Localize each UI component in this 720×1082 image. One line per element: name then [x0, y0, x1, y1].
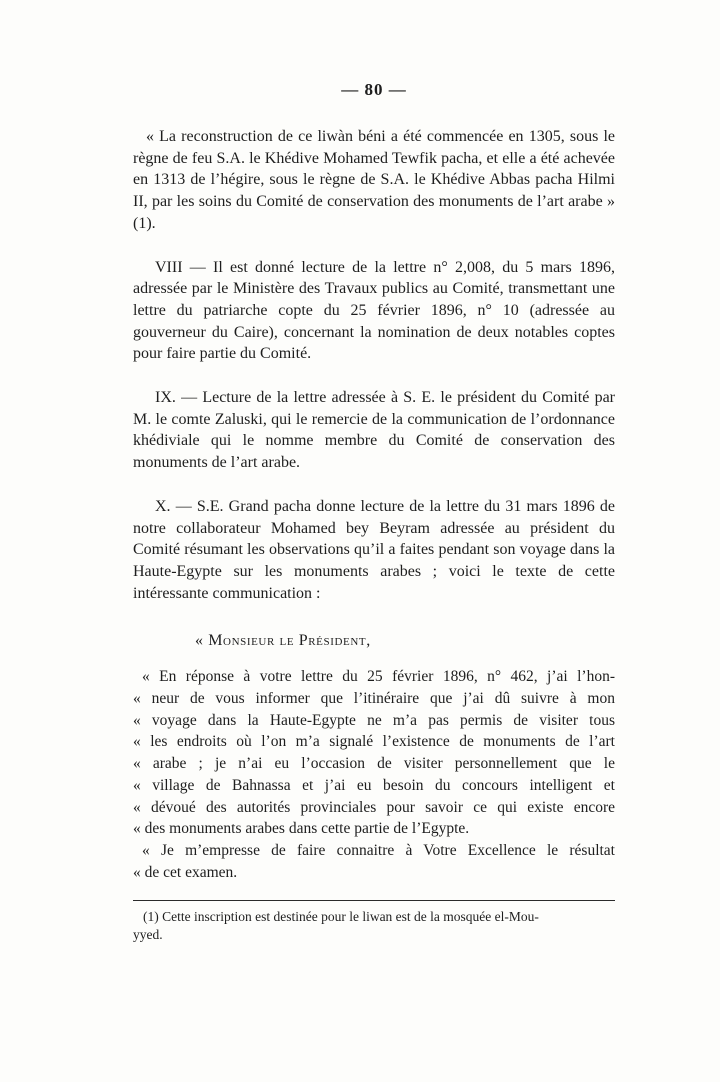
footnote-line: yyed.	[133, 926, 163, 942]
footnote-line: (1) Cette inscription est destinée pour le liwan est de la mosquée el-Mou-	[143, 909, 539, 925]
page-number: — 80 —	[341, 80, 407, 99]
letter-salutation: « Monsieur le Président,	[195, 632, 371, 650]
letter-line: « neur de vous informer que l’itinéraire que j’ai dû suivre à mon	[133, 690, 615, 708]
letter-line: « de cet examen.	[133, 863, 238, 881]
paragraph-item-x: X. — S.E. Grand pacha donne lecture de la lettre du 31 mars 1896 de notre collaborateur Mohamed bey Beyram adressée au président du Comité résumant les observations qu’il a faites pendant son voyage dans la Haute-Egypte sur les monuments arabes ; voici le texte de cette intéressante communication :	[133, 497, 615, 602]
paragraph-inscription-quote: « La reconstruction de ce liwàn béni a été commencée en 1305, sous le règne de feu S.A. le Khédive Mohamed Tewfik pacha, et elle a été achevée en 1313 de l’hégire, sous le règne de S.A. le Khédive Abbas pacha Hilmi II, par les soins du Comité de conservation des monuments de l’art arabe » (1).	[133, 128, 615, 232]
letter-line: « dévoué des autorités provinciales pour savoir ce qui existe encore	[133, 798, 615, 816]
letter-line: « village de Bahnassa et j’ai eu besoin du concours intelligent et	[133, 776, 615, 794]
footnote	[133, 908, 615, 943]
letter-line: « les endroits où l’on m’a signalé l’existence de monuments de l’art	[133, 733, 615, 751]
letter-line: « voyage dans la Haute-Egypte ne m’a pas permis de visiter tous	[133, 711, 615, 729]
letter-body	[133, 666, 615, 883]
letter-line: « arabe ; je n’ai eu l’occasion de visiter personnellement que le	[133, 755, 615, 773]
footnote-divider	[133, 900, 615, 901]
letter-line: « des monuments arabes dans cette partie de l’Egypte.	[133, 820, 470, 838]
paragraph-item-viii: VIII — Il est donné lecture de la lettre n° 2,008, du 5 mars 1896, adressée par le Ministère des Travaux publics au Comité, transmettant une lettre du patriarche copte du 25 février 1896, n° 10 (adressée au gouverneur du Caire), concernant la nomination de deux notables coptes pour faire partie du Comité.	[133, 258, 615, 363]
letter-line: « Je m’empresse de faire connaitre à Votre Excellence le résultat	[142, 841, 615, 859]
paragraph-item-ix: IX. — Lecture de la lettre adressée à S. E. le président du Comité par M. le comte Zaluski, qui le remercie de la communication de l’ordonnance khédiviale qui le nomme membre du Comité de conservation des monuments de l’art arabe.	[133, 389, 615, 472]
letter-line: « En réponse à votre lettre du 25 février 1896, n° 462, j’ai l’hon-	[142, 668, 615, 686]
